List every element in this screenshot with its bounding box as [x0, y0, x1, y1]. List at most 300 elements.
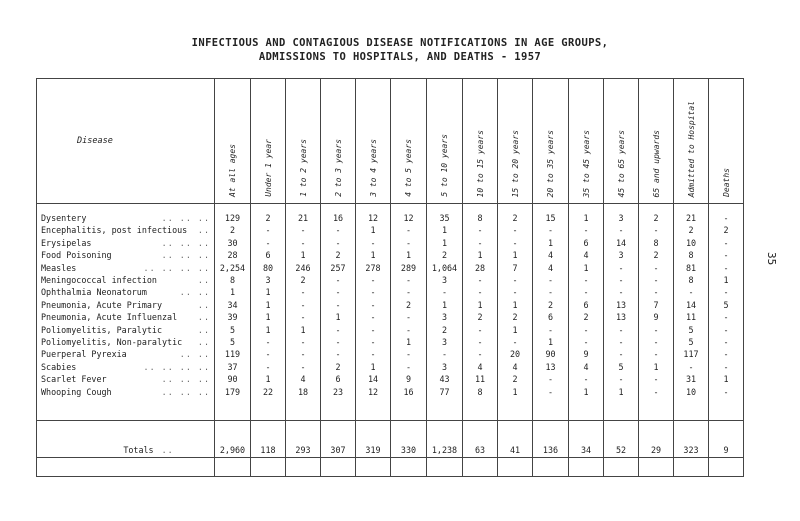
disease-label: Scarlet Fever	[41, 374, 107, 385]
value-cell: -	[604, 224, 639, 236]
disease-name	[37, 311, 215, 323]
value-cell: 29	[639, 443, 674, 458]
value-cell: 15	[533, 212, 569, 224]
spacer-cell	[674, 204, 709, 213]
value-cell: 1	[569, 212, 604, 224]
column-header-label: 3 to 4 years	[368, 139, 378, 197]
header-disease: Disease	[37, 79, 215, 204]
column-header	[674, 79, 709, 204]
value-cell: -	[286, 311, 321, 323]
value-cell: 63	[463, 443, 498, 458]
spacer-cell	[709, 204, 744, 213]
column-header	[391, 79, 427, 204]
spacer-cell	[286, 421, 321, 444]
value-cell: -	[639, 348, 674, 360]
value-cell: 2	[498, 373, 533, 385]
value-cell: -	[356, 324, 391, 336]
value-cell: -	[356, 286, 391, 298]
value-cell: 4	[498, 361, 533, 373]
value-cell: -	[639, 324, 674, 336]
value-cell: 2	[321, 249, 356, 261]
value-cell: 2	[427, 249, 463, 261]
spacer-cell	[356, 398, 391, 421]
value-cell: 21	[674, 212, 709, 224]
spacer-cell	[463, 398, 498, 421]
column-header-label: 10 to 15 years	[475, 129, 485, 197]
value-cell: 1	[251, 311, 286, 323]
value-cell: 80	[251, 262, 286, 274]
value-cell: -	[639, 274, 674, 286]
table-row	[37, 274, 744, 286]
leader-dots: .. ..	[179, 287, 210, 298]
value-cell: 118	[251, 443, 286, 458]
value-cell: -	[251, 336, 286, 348]
value-cell: 81	[674, 262, 709, 274]
value-cell: 1	[427, 237, 463, 249]
value-cell: 2	[286, 274, 321, 286]
leader-dots: ..	[197, 312, 210, 323]
header-row	[37, 79, 744, 204]
value-cell: 12	[356, 212, 391, 224]
value-cell: -	[639, 262, 674, 274]
value-cell: 1	[321, 311, 356, 323]
value-cell: 1,064	[427, 262, 463, 274]
spacer-cell	[37, 458, 215, 477]
value-cell: 1	[215, 286, 251, 298]
column-header	[427, 79, 463, 204]
value-cell: 35	[427, 212, 463, 224]
disease-name	[37, 262, 215, 274]
spacer-cell	[604, 204, 639, 213]
disease-label: Scabies	[41, 361, 77, 372]
value-cell: 34	[215, 299, 251, 311]
spacer-cell	[674, 458, 709, 477]
value-cell: -	[639, 286, 674, 298]
spacer-cell	[427, 204, 463, 213]
value-cell: -	[463, 224, 498, 236]
spacer-cell	[463, 458, 498, 477]
value-cell: -	[604, 274, 639, 286]
value-cell: 11	[674, 311, 709, 323]
value-cell: 5	[604, 361, 639, 373]
spacer-cell	[709, 458, 744, 477]
value-cell: -	[391, 361, 427, 373]
leader-dots: ..	[197, 275, 210, 286]
value-cell: -	[391, 274, 427, 286]
value-cell: 9	[569, 348, 604, 360]
spacer-cell	[321, 421, 356, 444]
value-cell: -	[709, 249, 744, 261]
value-cell: 1	[533, 237, 569, 249]
value-cell: -	[463, 237, 498, 249]
spacer-cell	[251, 204, 286, 213]
value-cell: -	[391, 324, 427, 336]
column-header-label: Deaths	[721, 168, 731, 197]
spacer-cell	[639, 458, 674, 477]
value-cell: 2	[215, 224, 251, 236]
value-cell: -	[533, 324, 569, 336]
value-cell: 7	[639, 299, 674, 311]
value-cell: 9	[391, 373, 427, 385]
disease-name	[37, 299, 215, 311]
value-cell: -	[391, 348, 427, 360]
page-subtitle: ADMISSIONS TO HOSPITALS, AND DEATHS - 1957	[258, 51, 542, 63]
disease-label: Pneumonia, Acute Primary	[41, 299, 163, 310]
value-cell: -	[533, 274, 569, 286]
spacer-cell	[533, 398, 569, 421]
value-cell: 2,960	[215, 443, 251, 458]
value-cell: 1	[251, 373, 286, 385]
spacer-cell	[215, 204, 251, 213]
spacer-cell	[356, 458, 391, 477]
disease-label: Measles	[41, 262, 77, 273]
value-cell: 2	[391, 299, 427, 311]
table-row	[37, 299, 744, 311]
column-header-label: 5 to 10 years	[440, 134, 449, 197]
leader-dots: ..	[197, 225, 210, 236]
column-header	[215, 79, 251, 204]
value-cell: 1	[286, 324, 321, 336]
value-cell: -	[709, 336, 744, 348]
value-cell: 278	[356, 262, 391, 274]
value-cell: -	[427, 286, 463, 298]
value-cell: -	[709, 324, 744, 336]
disease-name	[37, 336, 215, 348]
page-number: 35	[765, 252, 778, 266]
spacer-cell	[215, 458, 251, 477]
table-row	[37, 212, 744, 224]
column-header-label: 20 to 35 years	[546, 129, 555, 197]
value-cell: -	[709, 212, 744, 224]
value-cell: 8	[639, 237, 674, 249]
value-cell: -	[569, 224, 604, 236]
value-cell: 1	[498, 249, 533, 261]
value-cell: 21	[286, 212, 321, 224]
value-cell: 330	[391, 443, 427, 458]
table-row	[37, 224, 744, 236]
value-cell: -	[674, 361, 709, 373]
value-cell: -	[498, 336, 533, 348]
spacer-row	[37, 204, 744, 213]
spacer-cell	[391, 458, 427, 477]
column-header	[639, 79, 674, 204]
value-cell: -	[463, 348, 498, 360]
value-cell: 2	[569, 311, 604, 323]
disease-name	[37, 386, 215, 398]
spacer-cell	[37, 421, 215, 444]
disease-label: Pneumonia, Acute Influenzal	[41, 312, 178, 323]
table-row	[37, 262, 744, 274]
column-header-label: 15 to 20 years	[510, 129, 520, 197]
value-cell: -	[709, 361, 744, 373]
value-cell: 6	[569, 299, 604, 311]
spacer-cell	[533, 204, 569, 213]
value-cell: 323	[674, 443, 709, 458]
disease-name	[37, 237, 215, 249]
value-cell: -	[321, 224, 356, 236]
value-cell: -	[286, 224, 321, 236]
spacer-cell	[391, 204, 427, 213]
value-cell: -	[639, 224, 674, 236]
value-cell: -	[463, 324, 498, 336]
value-cell: 1	[498, 299, 533, 311]
value-cell: 34	[569, 443, 604, 458]
table-row	[37, 348, 744, 360]
value-cell: 10	[674, 386, 709, 398]
value-cell: 3	[251, 274, 286, 286]
disease-label: Dysentery	[41, 213, 87, 223]
column-header-label: 65 and upwards	[651, 129, 661, 197]
value-cell: 4	[533, 249, 569, 261]
value-cell: -	[639, 336, 674, 348]
table-row	[37, 237, 744, 249]
value-cell: -	[569, 274, 604, 286]
value-cell: 1	[251, 324, 286, 336]
spacer-cell	[391, 398, 427, 421]
value-cell: -	[321, 274, 356, 286]
value-cell: 6	[321, 373, 356, 385]
disease-label: Food Poisoning	[41, 250, 112, 261]
value-cell: -	[604, 336, 639, 348]
value-cell: 129	[215, 212, 251, 224]
disease-name	[37, 348, 215, 360]
disease-label: Poliomyelitis, Non-paralytic	[41, 337, 183, 348]
value-cell: 3	[427, 336, 463, 348]
spacer-cell	[604, 458, 639, 477]
value-cell: 90	[215, 373, 251, 385]
spacer-cell	[215, 398, 251, 421]
spacer-cell	[286, 458, 321, 477]
column-header	[533, 79, 569, 204]
disease-name	[37, 274, 215, 286]
spacer-cell	[321, 398, 356, 421]
value-cell: 3	[604, 249, 639, 261]
spacer-cell	[321, 458, 356, 477]
spacer-cell	[37, 204, 215, 213]
value-cell: -	[356, 311, 391, 323]
value-cell: 8	[463, 212, 498, 224]
value-cell: 293	[286, 443, 321, 458]
value-cell: 1	[251, 286, 286, 298]
disease-label: Ophthalmia Neonatorum	[41, 287, 147, 298]
value-cell: 12	[391, 212, 427, 224]
value-cell: -	[356, 274, 391, 286]
value-cell: 246	[286, 262, 321, 274]
table-row	[37, 249, 744, 261]
value-cell: 16	[321, 212, 356, 224]
value-cell: -	[251, 361, 286, 373]
value-cell: -	[709, 348, 744, 360]
column-header-label: 35 to 45 years	[581, 129, 591, 197]
value-cell: 3	[427, 361, 463, 373]
leader-dots: .. .. ..	[161, 237, 210, 248]
value-cell: 77	[427, 386, 463, 398]
value-cell: -	[498, 224, 533, 236]
value-cell: -	[533, 224, 569, 236]
value-cell: 2	[533, 299, 569, 311]
value-cell: -	[604, 262, 639, 274]
value-cell: -	[709, 311, 744, 323]
column-header	[709, 79, 744, 204]
value-cell: 1	[709, 373, 744, 385]
value-cell: -	[463, 274, 498, 286]
value-cell: -	[639, 386, 674, 398]
value-cell: 1	[569, 262, 604, 274]
value-cell: 1	[604, 386, 639, 398]
value-cell: 1	[709, 274, 744, 286]
spacer-cell	[709, 421, 744, 444]
value-cell: 9	[709, 443, 744, 458]
value-cell: 2	[639, 249, 674, 261]
value-cell: 3	[427, 311, 463, 323]
value-cell: 39	[215, 311, 251, 323]
value-cell: -	[391, 286, 427, 298]
disease-label: Poliomyelitis, Paralytic	[41, 324, 163, 335]
disease-name	[37, 324, 215, 336]
value-cell: 30	[215, 237, 251, 249]
leader-dots: .. ..	[179, 349, 210, 360]
column-header-label: 1 to 2 years	[298, 139, 308, 197]
disease-name	[37, 249, 215, 261]
value-cell: 4	[286, 373, 321, 385]
column-header-label: Under 1 year	[263, 139, 273, 197]
value-cell: 1	[427, 224, 463, 236]
value-cell: 319	[356, 443, 391, 458]
value-cell: -	[639, 373, 674, 385]
spacer-cell	[463, 421, 498, 444]
value-cell: -	[321, 299, 356, 311]
value-cell: 2	[498, 212, 533, 224]
value-cell: 12	[356, 386, 391, 398]
spacer-cell	[639, 398, 674, 421]
value-cell: 5	[674, 336, 709, 348]
value-cell: 2	[321, 361, 356, 373]
spacer-cell	[356, 204, 391, 213]
value-cell: 8	[674, 249, 709, 261]
column-header	[604, 79, 639, 204]
value-cell: -	[604, 286, 639, 298]
value-cell: 2	[427, 324, 463, 336]
leader-dots: ..	[161, 444, 174, 455]
value-cell: -	[286, 348, 321, 360]
value-cell: -	[709, 237, 744, 249]
spacer-cell	[215, 421, 251, 444]
value-cell: 22	[251, 386, 286, 398]
value-cell: 136	[533, 443, 569, 458]
spacer-cell	[533, 458, 569, 477]
value-cell: 4	[533, 262, 569, 274]
value-cell: 28	[215, 249, 251, 261]
value-cell: 2,254	[215, 262, 251, 274]
spacer-cell	[321, 204, 356, 213]
page-title: INFECTIOUS AND CONTAGIOUS DISEASE NOTIFICATIONS IN AGE GROUPS,	[191, 37, 609, 49]
value-cell: 14	[356, 373, 391, 385]
value-cell: 14	[674, 299, 709, 311]
value-cell: 37	[215, 361, 251, 373]
value-cell: -	[604, 324, 639, 336]
value-cell: 11	[463, 373, 498, 385]
value-cell: 5	[709, 299, 744, 311]
totals-label	[37, 443, 215, 458]
value-cell: -	[709, 386, 744, 398]
spacer-cell	[286, 204, 321, 213]
spacer-cell	[391, 421, 427, 444]
spacer-cell	[674, 421, 709, 444]
value-cell: 1	[463, 299, 498, 311]
column-header	[251, 79, 286, 204]
spacer-cell	[569, 398, 604, 421]
spacer-row	[37, 421, 744, 444]
value-cell: 117	[674, 348, 709, 360]
value-cell: 2	[674, 224, 709, 236]
spacer-row	[37, 398, 744, 421]
value-cell: 307	[321, 443, 356, 458]
value-cell: -	[321, 336, 356, 348]
value-cell: -	[391, 311, 427, 323]
column-header-label: At all ages	[228, 144, 237, 197]
value-cell: 41	[498, 443, 533, 458]
spacer-cell	[427, 398, 463, 421]
spacer-cell	[498, 421, 533, 444]
value-cell: 1	[639, 361, 674, 373]
value-cell: 14	[604, 237, 639, 249]
value-cell: -	[498, 286, 533, 298]
column-header	[569, 79, 604, 204]
value-cell: 1	[286, 249, 321, 261]
value-cell: 1	[533, 336, 569, 348]
value-cell: 1	[251, 299, 286, 311]
value-cell: -	[569, 286, 604, 298]
disease-label: Totals	[123, 444, 154, 455]
leader-dots: ..	[197, 337, 210, 348]
value-cell: -	[498, 237, 533, 249]
disease-table	[36, 78, 744, 477]
column-header-label: 4 to 5 years	[404, 139, 413, 197]
value-cell: -	[286, 286, 321, 298]
column-header	[498, 79, 533, 204]
value-cell: 90	[533, 348, 569, 360]
value-cell: 4	[463, 361, 498, 373]
value-cell: 20	[498, 348, 533, 360]
spacer-cell	[604, 421, 639, 444]
value-cell: 1	[498, 324, 533, 336]
table-row	[37, 324, 744, 336]
spacer-cell	[569, 204, 604, 213]
value-cell: -	[709, 262, 744, 274]
value-cell: 4	[569, 249, 604, 261]
value-cell: -	[356, 336, 391, 348]
disease-label: Encephalitis, post infectious	[41, 225, 188, 236]
value-cell: 3	[427, 274, 463, 286]
column-header	[356, 79, 391, 204]
leader-dots: .. .. ..	[161, 250, 210, 261]
value-cell: -	[356, 299, 391, 311]
spacer-cell	[251, 421, 286, 444]
leader-dots: ..	[197, 324, 210, 335]
column-header	[286, 79, 321, 204]
value-cell: -	[321, 324, 356, 336]
value-cell: -	[674, 286, 709, 298]
value-cell: -	[356, 348, 391, 360]
disease-name	[37, 361, 215, 373]
value-cell: 1	[356, 249, 391, 261]
column-header	[321, 79, 356, 204]
disease-label: Meningococcal infection	[41, 275, 157, 286]
column-header-label: 45 to 65 years	[616, 129, 626, 197]
value-cell: 6	[533, 311, 569, 323]
spacer-cell	[498, 204, 533, 213]
disease-name	[37, 224, 215, 236]
